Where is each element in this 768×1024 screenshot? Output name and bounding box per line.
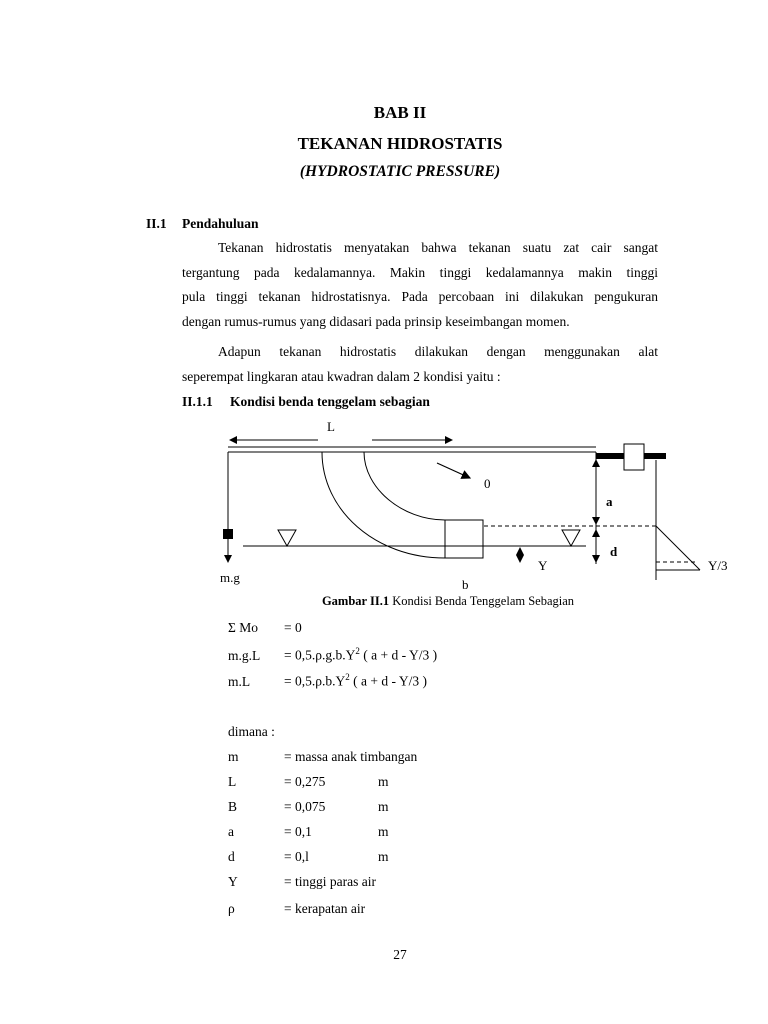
hanger-weight — [223, 529, 233, 539]
equation-rhs: = 0 — [284, 620, 302, 635]
equation-lhs: m.g.L — [228, 647, 261, 663]
section-title: Pendahuluan — [182, 216, 259, 231]
paragraph-line: tergantung pada kedalamannya. Makin tinggi kedalamannya makin tinggi — [182, 264, 658, 280]
equation-row — [228, 620, 302, 636]
pivot-arrow — [437, 463, 470, 478]
equation-row — [228, 672, 427, 690]
variable-row: d = 0,l m — [228, 849, 389, 864]
variable-row: L = 0,275 m — [228, 774, 389, 789]
section-number: II.1 — [146, 216, 167, 231]
counterweight-block — [624, 444, 644, 470]
label-b: b — [462, 577, 469, 592]
quadrant-inner-arc — [364, 452, 445, 520]
variable-row: m = massa anak timbangan — [228, 749, 418, 764]
equation-row — [228, 646, 437, 664]
equation-lhs: Σ Mo — [228, 620, 258, 635]
chapter-subtitle: (HYDROSTATIC PRESSURE) — [299, 163, 501, 180]
figure-caption — [0, 594, 768, 609]
label-Y: Y — [538, 558, 548, 573]
label-a: a — [606, 494, 613, 509]
quadrant-end-face — [445, 520, 483, 558]
equation-lhs: m.L — [228, 673, 251, 689]
paragraph-line: pula tinggi tekanan hidrostatisnya. Pada percobaan ini dilakukan pengukuran — [182, 289, 658, 304]
chapter-title: TEKANAN HIDROSTATIS — [297, 134, 503, 153]
where-label: dimana : — [228, 724, 275, 739]
label-mg: m.g — [220, 570, 240, 585]
subsection-number: II.1.1 — [182, 394, 213, 409]
variable-row: ρ = kerapatan air — [228, 901, 366, 916]
variable-row: a = 0,1 m — [228, 824, 389, 839]
subsection-title: Kondisi benda tenggelam sebagian — [230, 394, 430, 409]
label-O: 0 — [484, 476, 491, 491]
page-number: 27 — [393, 947, 407, 962]
label-L: L — [327, 419, 335, 434]
label-Y3: Y/3 — [708, 558, 728, 573]
chapter-label: BAB II — [373, 103, 427, 122]
paragraph-line: Adapun tekanan hidrostatis dilakukan dengan menggunakan alat — [218, 344, 658, 359]
water-level-symbol-left — [278, 530, 296, 546]
equation-rhs: = $0,5.\rho.g.b.Y^2$ ( a + d - Y/3 ) — [284, 646, 438, 663]
equation-rhs: = $0,5.\rho.b.Y^2$ ( a + d - Y/3 ) — [284, 672, 427, 689]
quadrant-outer-arc — [322, 452, 445, 558]
water-level-symbol-right — [562, 530, 580, 546]
paragraph-line: seperempat lingkaran atau kwadran dalam 2 kondisi yaitu : — [182, 368, 501, 384]
variable-row: Y = tinggi paras air — [228, 874, 376, 889]
pressure-triangle-slope — [656, 526, 700, 570]
paragraph-line: dengan rumus-rumus yang didasari pada prinsip keseimbangan momen. — [182, 313, 570, 329]
paragraph-line: Tekanan hidrostatis menyatakan bahwa tekanan suatu zat cair sangat — [218, 240, 658, 255]
caption-text: Kondisi Benda Tenggelam Sebagian — [389, 594, 575, 608]
variable-row: B = 0,075 m — [228, 799, 389, 814]
caption-label: Gambar II.1 — [321, 594, 390, 608]
label-d: d — [610, 544, 618, 559]
